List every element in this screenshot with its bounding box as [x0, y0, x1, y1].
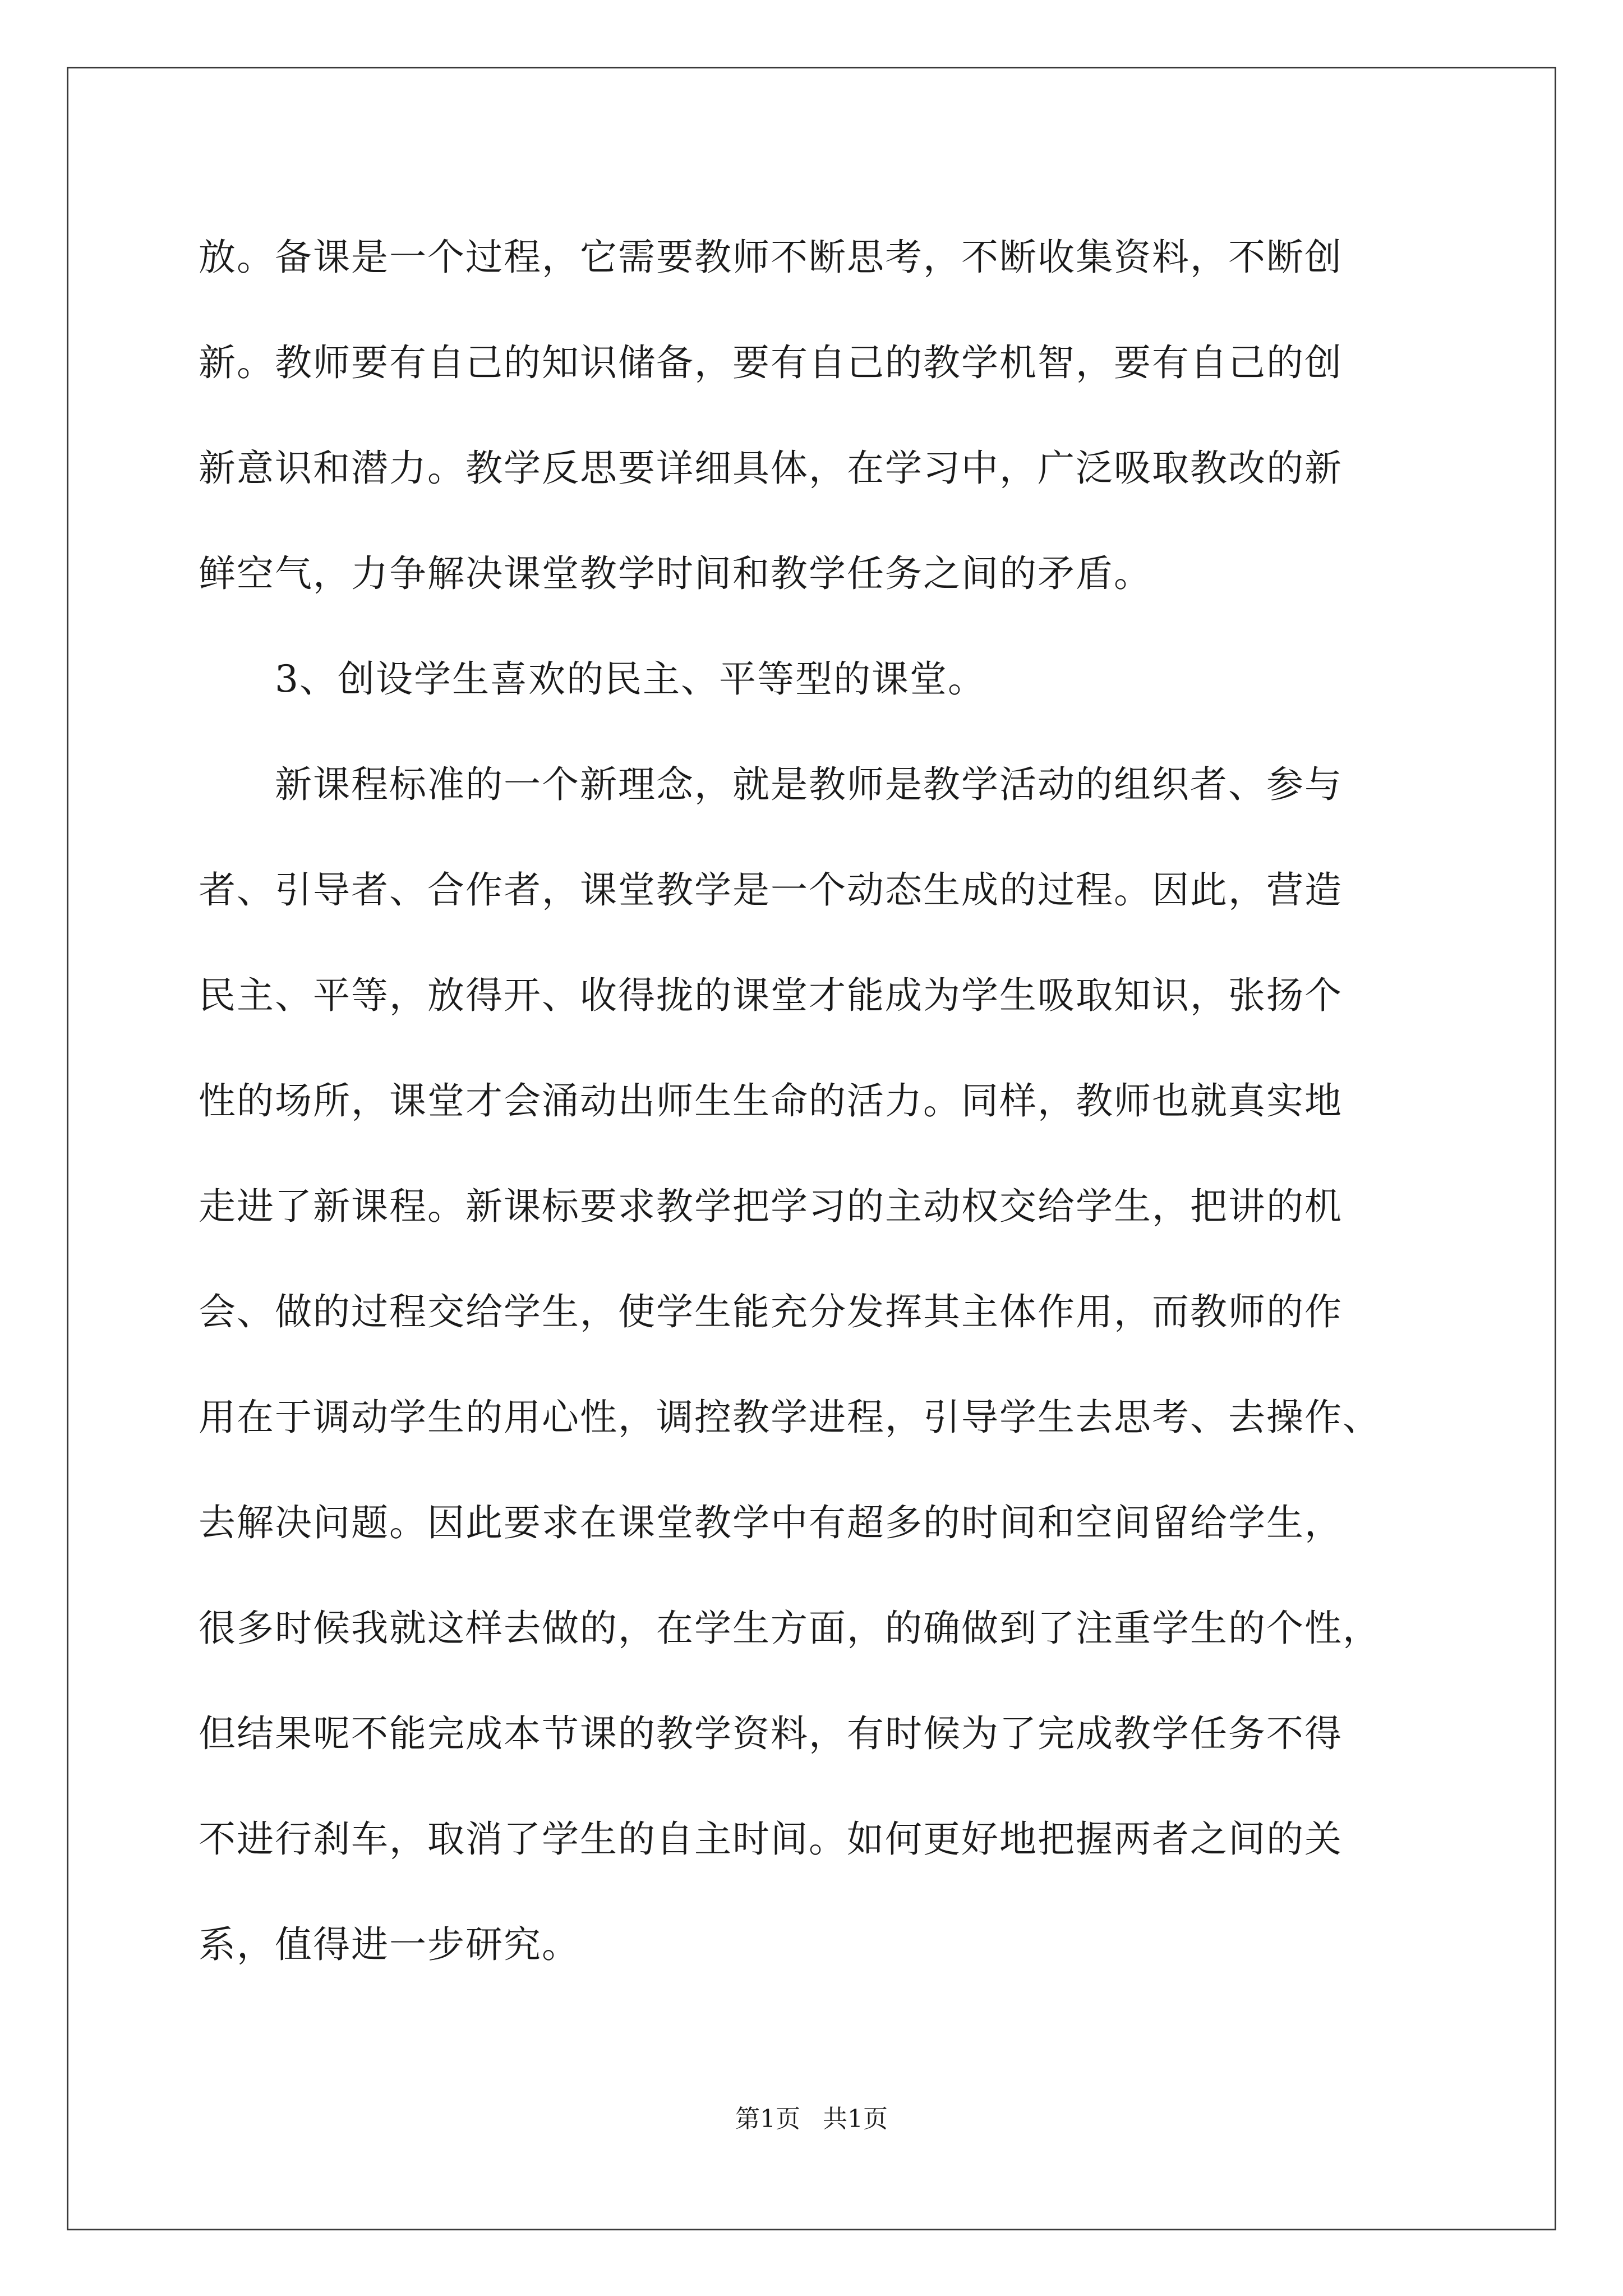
document-body — [199, 205, 1432, 1998]
paragraph-start-line: 新课程标准的一个新理念，就是教师是教学活动的组织者、参与 — [275, 763, 1343, 806]
text-line: 用在于调动学生的用心性，调控教学进程，引导学生去思考、去操作、 — [199, 1396, 1381, 1439]
text-line: 放。备课是一个过程，它需要教师不断思考，不断收集资料，不断创 — [199, 236, 1343, 279]
text-line: 新意识和潜力。教学反思要详细具体，在学习中，广泛吸取教改的新 — [199, 447, 1343, 490]
text-line: 会、做的过程交给学生，使学生能充分发挥其主体作用，而教师的作 — [199, 1290, 1343, 1333]
page-footer — [0, 2102, 1623, 2136]
text-line: 鲜空气，力争解决课堂教学时间和教学任务之间的矛盾。 — [199, 552, 1152, 595]
text-line: 但结果呢不能完成本节课的教学资料，有时候为了完成教学任务不得 — [199, 1712, 1343, 1755]
text-line: 系，值得进一步研究。 — [199, 1923, 580, 1966]
text-line: 性的场所，课堂才会涌动出师生生命的活力。同样，教师也就真实地 — [199, 1079, 1343, 1122]
text-line: 民主、平等，放得开、收得拢的课堂才能成为学生吸取知识，张扬个 — [199, 974, 1343, 1017]
page-total: 共1页 — [823, 2105, 888, 2133]
text-line: 者、引导者、合作者，课堂教学是一个动态生成的过程。因此，营造 — [199, 868, 1343, 912]
text-line: 很多时候我就这样去做的，在学生方面，的确做到了注重学生的个性， — [199, 1607, 1381, 1650]
text-line: 不进行刹车，取消了学生的自主时间。如何更好地把握两者之间的关 — [199, 1818, 1343, 1861]
text-line: 去解决问题。因此要求在课堂教学中有超多的时间和空间留给学生， — [199, 1501, 1343, 1544]
page-number: 第1页 — [735, 2105, 800, 2133]
text-line: 新。教师要有自己的知识储备，要有自己的教学机智，要有自己的创 — [199, 341, 1343, 384]
text-line: 走进了新课程。新课标要求教学把学习的主动权交给学生，把讲的机 — [199, 1185, 1343, 1228]
section-heading: 3、创设学生喜欢的民主、平等型的课堂。 — [275, 657, 986, 701]
